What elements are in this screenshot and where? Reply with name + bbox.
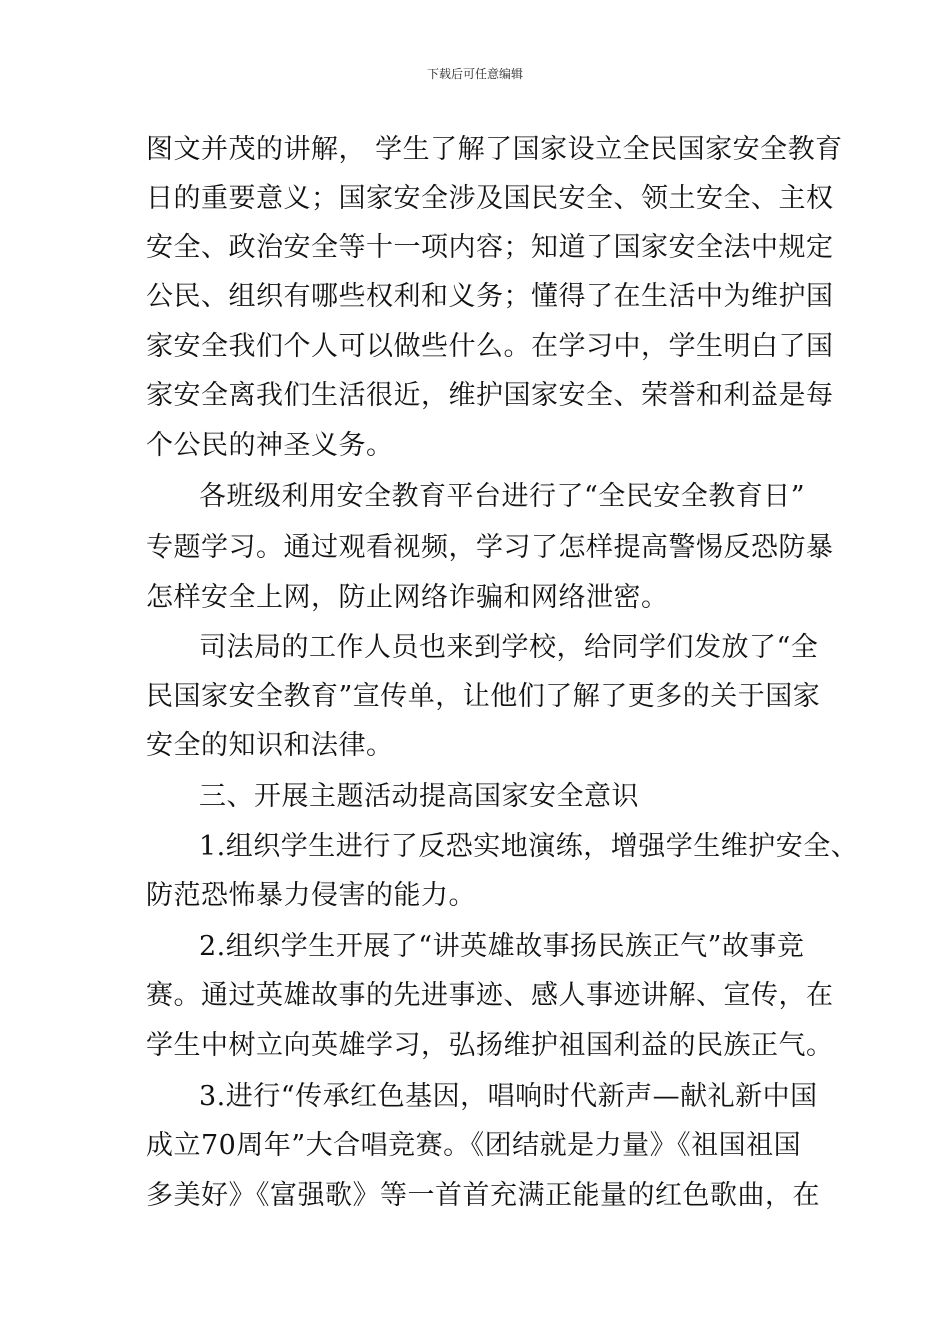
text-line: 1.组织学生进行了反恐实地演练，增强学生维护安全、 [199,831,859,862]
text-line: 赛。通过英雄故事的先进事迹、感人事迹讲解、宣传，在 [146,980,834,1011]
text-line: 多美好》《富强歌》等一首首充满正能量的红色歌曲，在 [146,1180,820,1211]
text-line: 专题学习。通过观看视频，学习了怎样提高警惕反恐防暴 [146,532,834,563]
text-line: 防范恐怖暴力侵害的能力。 [146,880,476,911]
text-line: 图文并茂的讲解， 学生了解了国家设立全民国家安全教育 [146,134,843,165]
page-header: 下载后可任意编辑 [426,67,523,81]
text-line: 公民、组织有哪些权利和义务；懂得了在生活中为维护国 [146,281,834,312]
text-line: 安全的知识和法律。 [146,730,394,761]
text-line: 民国家安全教育”宣传单，让他们了解了更多的关于国家 [146,681,821,712]
text-line: 学生中树立向英雄学习，弘扬维护祖国利益的民族正气。 [146,1030,834,1061]
text-line: 3.进行“传承红色基因，唱响时代新声—献礼新中国 [199,1081,818,1112]
text-line: 日的重要意义；国家安全涉及国民安全、领土安全、主权 [146,183,834,214]
section-heading: 三、开展主题活动提高国家安全意识 [199,781,639,812]
text-line: 司法局的工作人员也来到学校，给同学们发放了“全 [199,632,819,663]
text-line: 成立70周年”大合唱竞赛。《团结就是力量》《祖国祖国 [146,1130,802,1161]
text-line: 怎样安全上网，防止网络诈骗和网络泄密。 [146,582,669,613]
text-line: 安全、政治安全等十一项内容；知道了国家安全法中规定 [146,232,834,263]
text-line: 2.组织学生开展了“讲英雄故事扬民族正气”故事竞 [199,931,805,962]
text-line: 各班级利用安全教育平台进行了“全民安全教育日” [199,481,806,512]
text-line: 个公民的神圣义务。 [146,430,394,461]
text-line: 家安全离我们生活很近，维护国家安全、荣誉和利益是每 [146,380,834,411]
text-line: 家安全我们个人可以做些什么。在学习中，学生明白了国 [146,331,834,362]
